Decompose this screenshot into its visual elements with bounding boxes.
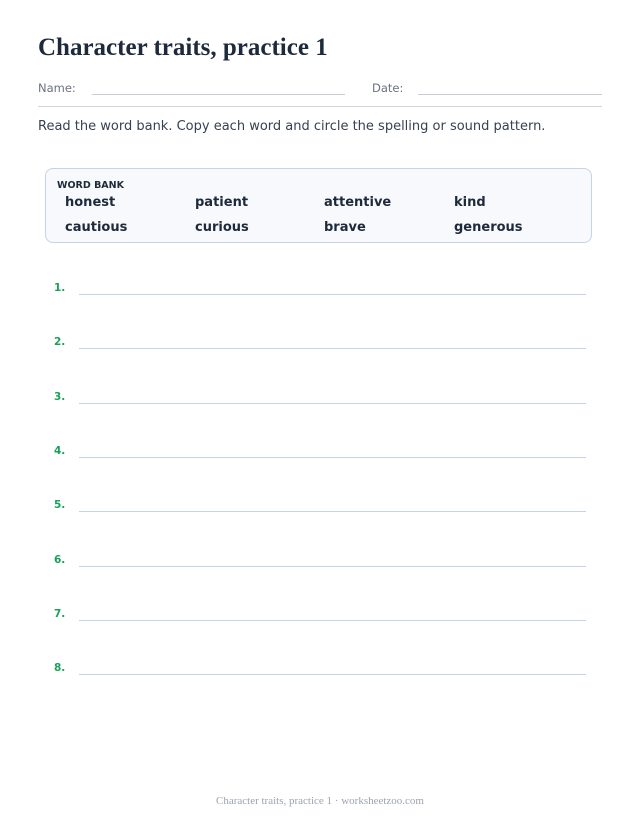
answer-line-3[interactable] [54, 391, 586, 411]
name-label: Name: [38, 81, 76, 95]
line-number: 8. [54, 662, 66, 674]
writing-line[interactable] [79, 511, 586, 512]
answer-line-6[interactable] [54, 554, 586, 574]
word-bank-word: kind [454, 195, 486, 210]
word-bank-title: WORD BANK [57, 180, 124, 191]
answer-line-1[interactable] [54, 282, 586, 302]
line-number: 2. [54, 336, 66, 348]
instructions-text: Read the word bank. Copy each word and circle the spelling or sound pattern. [38, 119, 546, 134]
writing-line[interactable] [79, 566, 586, 567]
name-line[interactable] [92, 94, 345, 95]
word-bank-word: attentive [324, 195, 392, 210]
writing-line[interactable] [79, 403, 586, 404]
date-line[interactable] [418, 94, 602, 95]
answer-line-7[interactable] [54, 608, 586, 628]
word-bank-word: curious [195, 220, 249, 235]
writing-line[interactable] [79, 457, 586, 458]
word-bank-word: patient [195, 195, 249, 210]
page-footer: Character traits, practice 1 · worksheetzoo.com [216, 795, 424, 807]
line-number: 4. [54, 445, 66, 457]
word-bank-word: honest [65, 195, 116, 210]
writing-line[interactable] [79, 674, 586, 675]
word-bank [45, 168, 592, 243]
writing-line[interactable] [79, 294, 586, 295]
line-number: 7. [54, 608, 66, 620]
answer-line-4[interactable] [54, 445, 586, 465]
answer-line-5[interactable] [54, 499, 586, 519]
answer-line-2[interactable] [54, 336, 586, 356]
word-bank-word: cautious [65, 220, 128, 235]
line-number: 6. [54, 554, 66, 566]
header-divider [38, 106, 602, 107]
page-title: Character traits, practice 1 [38, 34, 328, 61]
line-number: 3. [54, 391, 66, 403]
answer-line-8[interactable] [54, 662, 586, 682]
word-bank-word: brave [324, 220, 366, 235]
writing-line[interactable] [79, 348, 586, 349]
line-number: 5. [54, 499, 66, 511]
date-label: Date: [372, 81, 404, 95]
line-number: 1. [54, 282, 66, 294]
writing-line[interactable] [79, 620, 586, 621]
word-bank-word: generous [454, 220, 523, 235]
